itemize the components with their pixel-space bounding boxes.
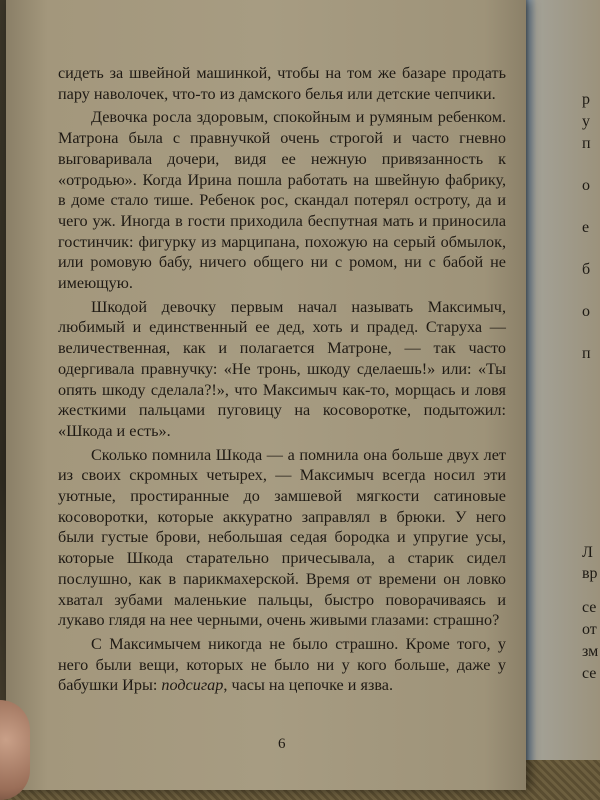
paragraph-last <box>58 634 506 696</box>
next-page-edge <box>524 0 600 760</box>
next-page-fragment: от <box>582 621 597 638</box>
next-page-fragment: о <box>582 177 590 194</box>
paragraph: Девочка росла здоровым, спокойным и румяным ребенком. Матрона была с правнучкой очень строгой и часто гневно выговаривала дочери, видя ее нежную привязанность к «отродью». Когда Ирина пошла работать на швейную фабрику, в доме стало тише. Ребенок рос, скандал потерял остроту, да и чего уж. Иногда в гости приходила беспутная мать и приносила гостинчик: фигурку из марципана, похожую на серый обмылок, или ромовую бабу, ничего общего ни с ромом, ни с бабой не имеющую. <box>58 108 506 293</box>
next-page-fragment: вр <box>582 565 598 582</box>
next-page-fragment: се <box>582 599 597 616</box>
next-page-fragment: п <box>582 345 591 362</box>
page-number: 6 <box>278 736 286 752</box>
paragraph: Шкодой девочку первым начал называть Максимыч, любимый и единственный ее дед, хоть и прадед. Старуха — величественная, как и полагается Матроне, — так часто одергивала правнучку: «Не тронь, шкоду сделаешь!» или: «Ты опять шкоду сделала?!», что Максимыч как-то, морщась и ловя жесткими пальцами пуговицу на косоворотке, подытожил: «Шкода и есть». <box>58 297 506 440</box>
next-page-fragment: Л <box>582 544 593 561</box>
next-page-fragment: п <box>582 135 591 152</box>
paragraph-text: С Максимычем никогда не было страшно. Кроме того, у него были вещи, которых не было ни у кого больше, даже у бабушки Иры: <box>58 634 506 695</box>
next-page-fragment: се <box>582 665 597 682</box>
next-page-fragment: е <box>582 219 590 236</box>
next-page-fragment: б <box>582 261 591 278</box>
italic-word: подсигар <box>161 676 224 695</box>
paragraph: Сколько помнила Шкода — а помнила она больше двух лет из своих скромных четырех, — Максимыч всегда носил эти уютные, простиранные до замшевой мягкости сатиновые косоворотки, которые аккуратно заправлял в брюки. У него были густые брови, небольшая седая бородка и упругие усы, которые Шкода старательно причесывала, а старик сидел послушно, как в парикмахерской. Время от времени он ловко хватал зубами маленькие пальцы, быстро поворачиваясь и лукаво глядя на нее черными, очень живыми глазами: страшно? <box>58 445 506 630</box>
paragraph-text: , часы на цепочке и язва. <box>223 676 393 695</box>
page-text <box>58 63 506 696</box>
thumb <box>0 700 30 800</box>
paragraph: сидеть за швейной машинкой, чтобы на том же базаре продать пару наволочек, что-то из дамского белья или детские чепчики. <box>58 64 506 103</box>
next-page-fragment: р <box>582 91 590 108</box>
next-page-fragment: о <box>582 303 590 320</box>
next-page-fragment: зм <box>582 643 599 660</box>
next-page-fragment: у <box>582 113 590 130</box>
